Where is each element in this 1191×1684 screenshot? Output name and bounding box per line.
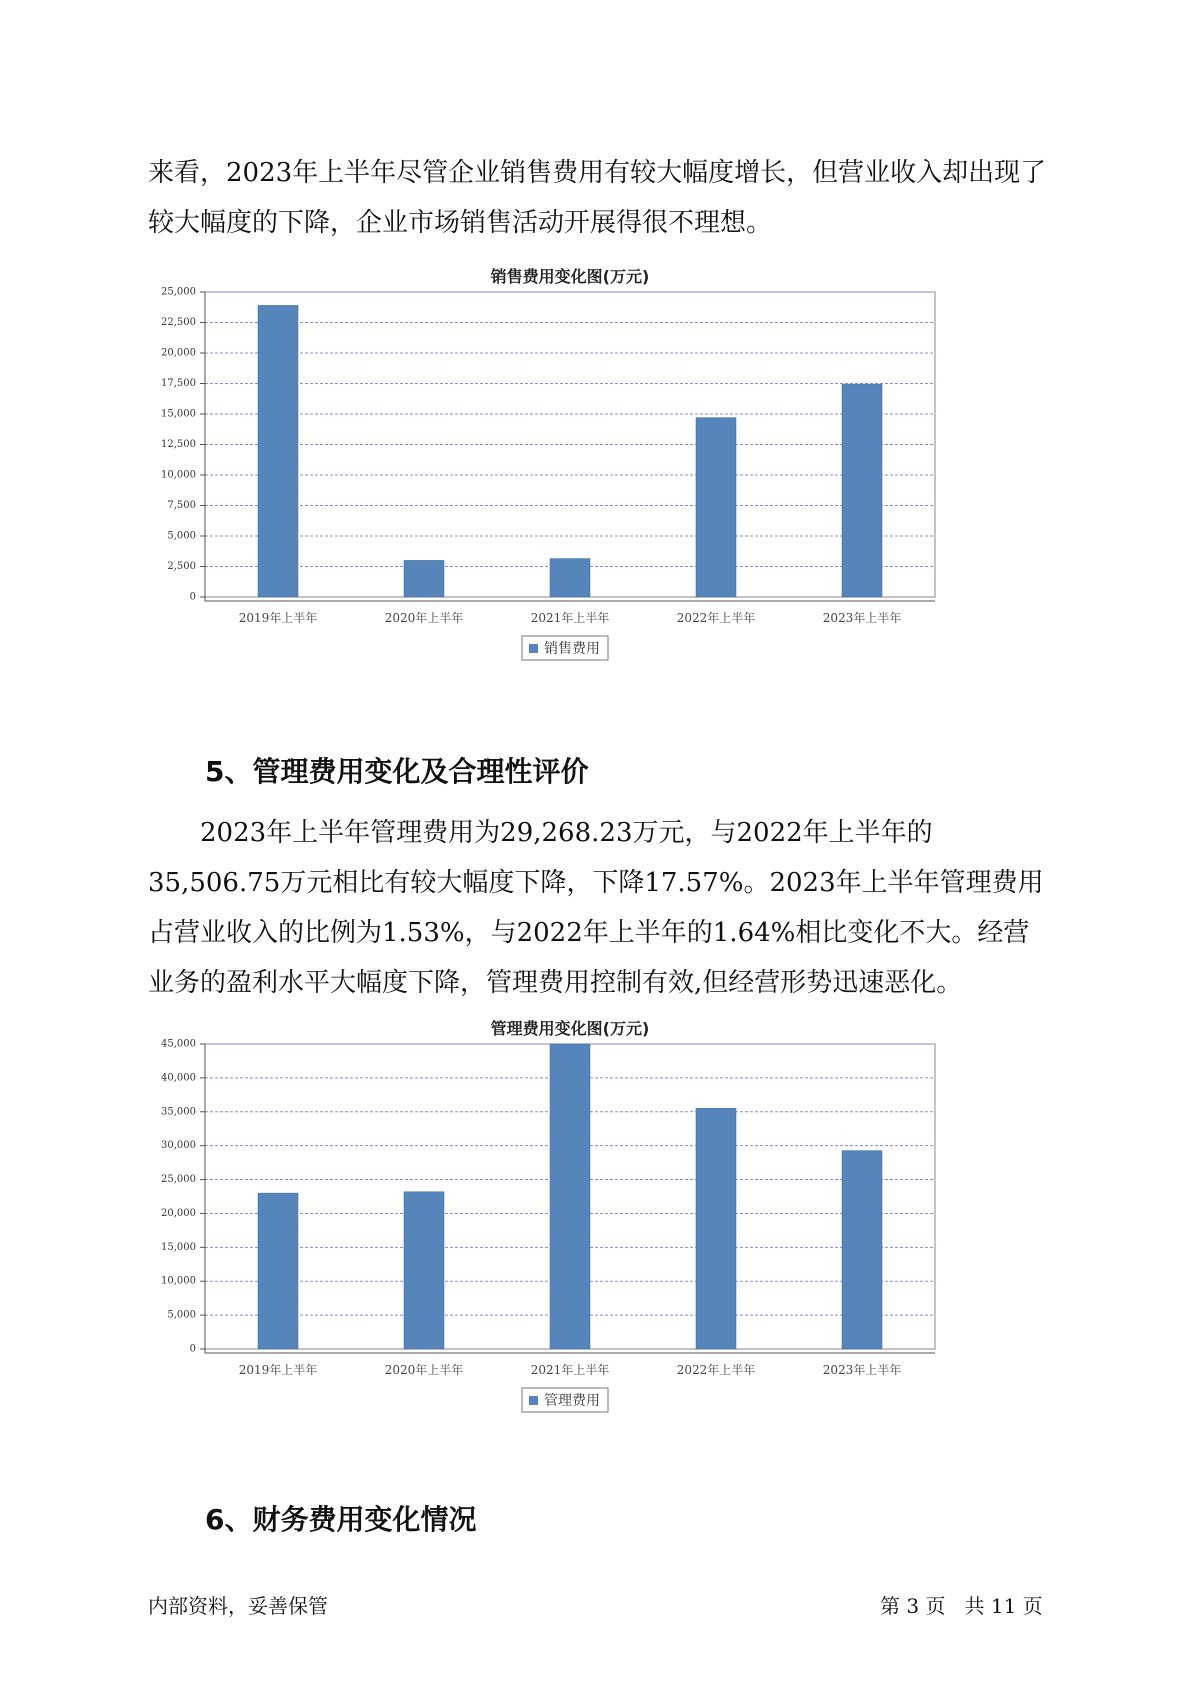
sales-expense-chart bbox=[140, 262, 1020, 722]
y-tick-label: 20,000 bbox=[161, 347, 196, 359]
admin-expense-chart-svg bbox=[140, 1014, 1020, 1474]
y-tick-label: 25,000 bbox=[161, 1174, 196, 1186]
bar bbox=[404, 560, 444, 597]
y-tick-label: 10,000 bbox=[161, 1275, 196, 1287]
y-tick-label: 35,000 bbox=[161, 1106, 196, 1118]
footer-page-number: 第 3 页 共 11 页 bbox=[880, 1594, 1043, 1618]
y-tick-label: 0 bbox=[189, 591, 196, 603]
admin-expense-chart bbox=[140, 1014, 1020, 1474]
bar bbox=[258, 305, 298, 597]
bar bbox=[404, 1192, 444, 1349]
y-tick-label: 45,000 bbox=[161, 1038, 196, 1050]
chart-title: 管理费用变化图(万元) bbox=[490, 1019, 650, 1038]
y-tick-label: 5,000 bbox=[167, 1309, 196, 1321]
bar bbox=[550, 559, 590, 597]
section5-paragraph bbox=[148, 808, 1048, 1008]
intro-paragraph: 来看，2023年上半年尽管企业销售费用有较大幅度增长，但营业收入却出现了较大幅度的下降，企业市场销售活动开展得很不理想。 bbox=[148, 158, 1047, 238]
x-tick-label: 2022年上半年 bbox=[676, 611, 756, 625]
x-tick-label: 2020年上半年 bbox=[384, 1363, 464, 1377]
y-tick-label: 10,000 bbox=[161, 469, 196, 481]
legend-swatch bbox=[529, 1396, 538, 1405]
y-tick-label: 20,000 bbox=[161, 1207, 196, 1219]
x-tick-label: 2019年上半年 bbox=[238, 611, 318, 625]
x-tick-label: 2022年上半年 bbox=[676, 1363, 756, 1377]
y-tick-label: 25,000 bbox=[161, 286, 196, 298]
bar bbox=[550, 1044, 590, 1349]
footer-confidential-note: 内部资料，妥善保管 bbox=[148, 1594, 328, 1618]
x-tick-label: 2023年上半年 bbox=[822, 1363, 902, 1377]
y-tick-label: 22,500 bbox=[161, 317, 196, 328]
bar bbox=[842, 384, 882, 597]
y-tick-label: 17,500 bbox=[161, 378, 196, 389]
legend-label: 管理费用 bbox=[544, 1393, 600, 1409]
y-tick-label: 12,500 bbox=[161, 439, 196, 450]
bar bbox=[696, 418, 736, 597]
y-tick-label: 2,500 bbox=[167, 561, 196, 572]
section6-heading: 6、财务费用变化情况 bbox=[205, 1503, 477, 1536]
x-tick-label: 2023年上半年 bbox=[822, 611, 902, 625]
y-tick-label: 5,000 bbox=[167, 530, 196, 542]
sales-expense-chart-svg bbox=[140, 262, 1020, 722]
y-tick-label: 7,500 bbox=[167, 500, 196, 511]
y-tick-label: 30,000 bbox=[161, 1140, 196, 1152]
bar bbox=[842, 1151, 882, 1349]
y-tick-label: 0 bbox=[189, 1343, 196, 1355]
x-tick-label: 2019年上半年 bbox=[238, 1363, 318, 1377]
x-tick-label: 2021年上半年 bbox=[530, 611, 610, 625]
x-tick-label: 2021年上半年 bbox=[530, 1363, 610, 1377]
y-tick-label: 40,000 bbox=[161, 1072, 196, 1084]
chart-title: 销售费用变化图(万元) bbox=[490, 267, 650, 286]
y-tick-label: 15,000 bbox=[161, 1241, 196, 1253]
legend-swatch bbox=[529, 644, 538, 653]
legend-label: 销售费用 bbox=[544, 641, 600, 657]
x-tick-label: 2020年上半年 bbox=[384, 611, 464, 625]
bar bbox=[696, 1108, 736, 1349]
section5-heading: 5、管理费用变化及合理性评价 bbox=[205, 755, 589, 788]
y-tick-label: 15,000 bbox=[161, 408, 196, 420]
section5-paragraph-text: 2023年上半年管理费用为29,268.23万元，与2022年上半年的35,506.75万元相比有较大幅度下降，下降17.57%。2023年上半年管理费用占营业收入的比例为1.53%，与2022年上半年的1.64%相比变化不大。经营业务的盈利水平大幅度下降，管理费用控制有效,但经营形势迅速恶化。 bbox=[148, 818, 1044, 998]
bar bbox=[258, 1193, 298, 1349]
